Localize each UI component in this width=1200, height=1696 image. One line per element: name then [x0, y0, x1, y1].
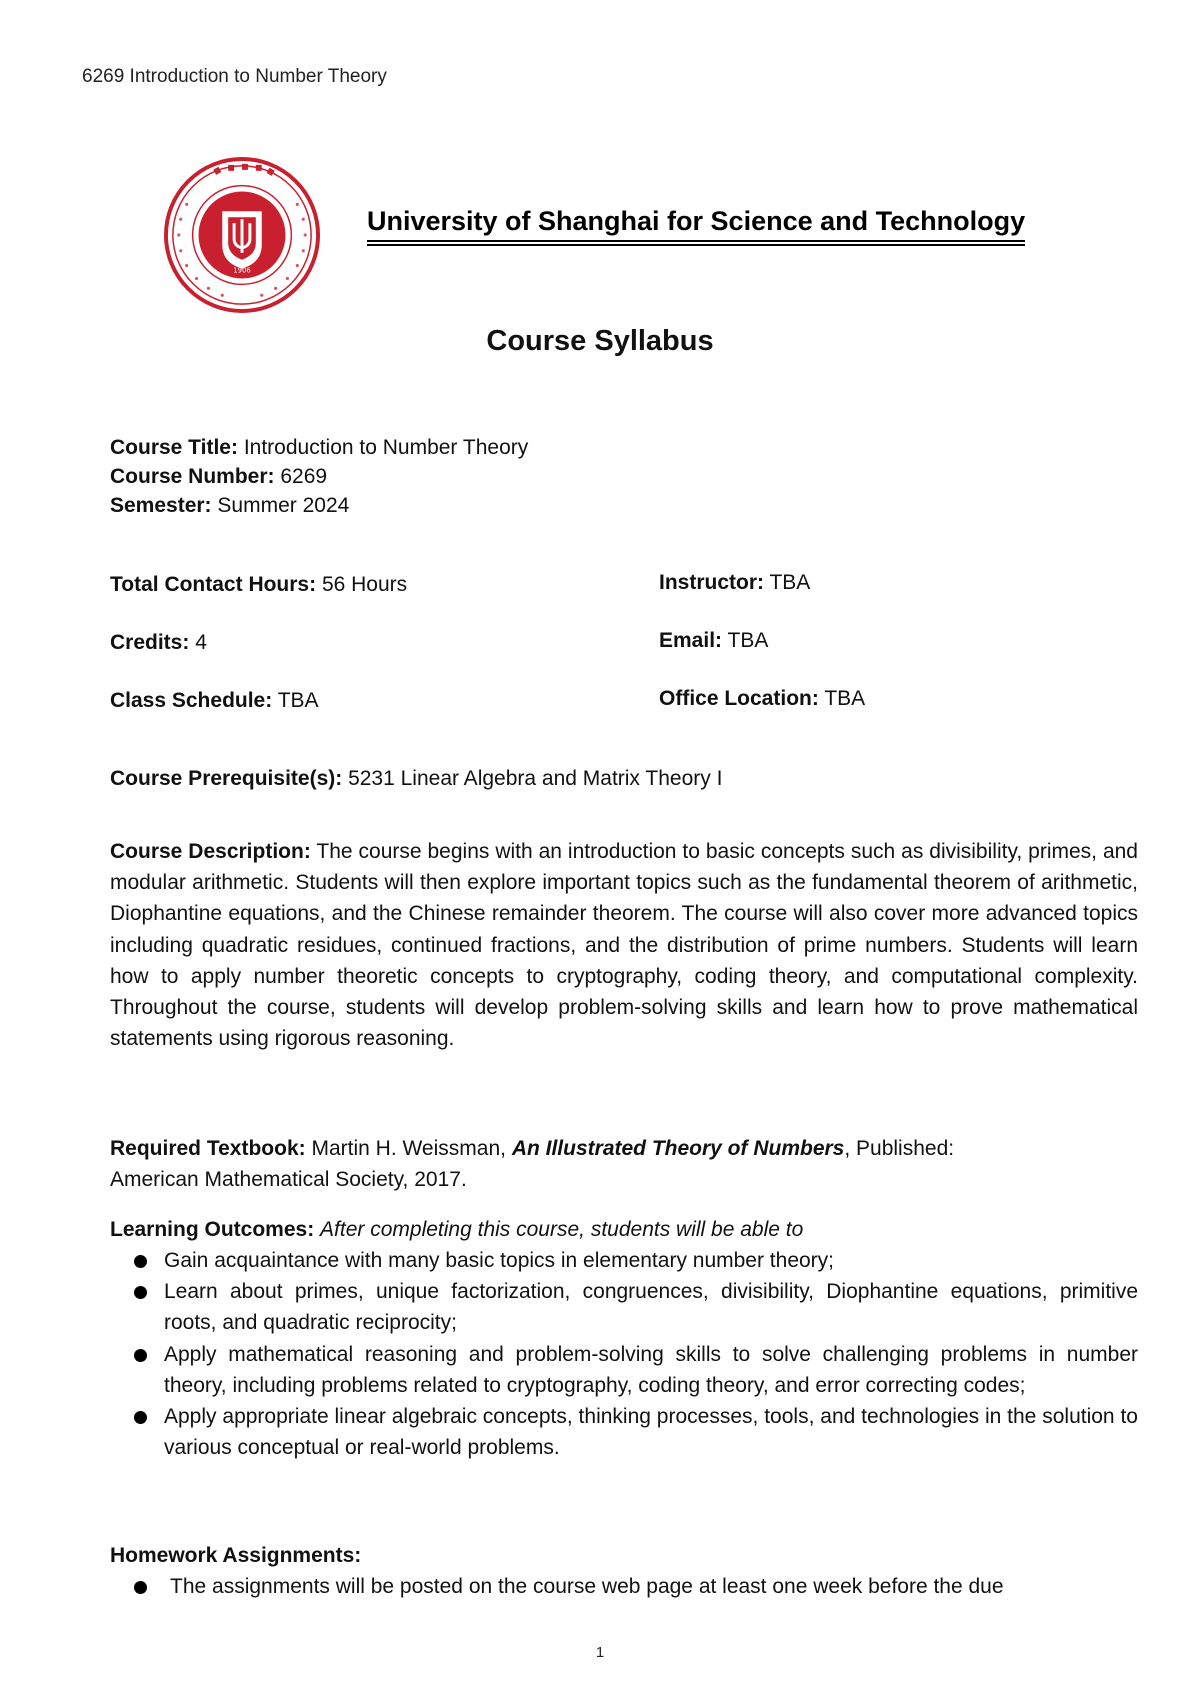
- homework-list: [110, 1571, 1138, 1602]
- list-item: The assignments will be posted on the course web page at least one week before the due: [110, 1571, 1138, 1602]
- contact-hours-field: Total Contact Hours: 56 Hours: [110, 573, 408, 596]
- list-item: Gain acquaintance with many basic topics in elementary number theory;: [110, 1245, 1138, 1276]
- office-location-field: Office Location: TBA: [659, 687, 866, 710]
- email-field: Email: TBA: [659, 629, 769, 652]
- university-name: University of Shanghai for Science and Technology: [367, 206, 1026, 236]
- prerequisite-field: Course Prerequisite(s): 5231 Linear Algebra and Matrix Theory I: [110, 767, 723, 790]
- course-description: Course Description: The course begins with an introduction to basic concepts such as divisibility, primes, and modular arithmetic. Students will then explore important topics such as the fundamental theorem of arithmetic, Diophantine equations, and the Chinese remainder theorem. The course will also cover more advanced topics including quadratic residues, continued fractions, and the distribution of prime numbers. Students will learn how to apply number theoretic concepts to cryptography, coding theory, and computational complexity. Throughout the course, students will develop problem-solving skills and learn how to prove mathematical statements using rigorous reasoning.: [110, 840, 1138, 1051]
- class-schedule-field: Class Schedule: TBA: [110, 689, 319, 712]
- required-textbook: Required Textbook: Martin H. Weissman, An Illustrated Theory of Numbers, Published: American Mathematical Society, 2017.: [110, 1137, 955, 1192]
- running-header: 6269 Introduction to Number Theory: [82, 66, 387, 87]
- list-item: Apply mathematical reasoning and problem-solving skills to solve challenging problems in number theory, including problems related to cryptography, coding theory, and error correcting codes;: [110, 1339, 1138, 1401]
- learning-outcomes-list: [110, 1245, 1138, 1463]
- semester-field: Semester: Summer 2024: [110, 494, 350, 517]
- learning-outcomes-heading: Learning Outcomes: After completing this course, students will be able to: [110, 1218, 804, 1241]
- page-number: 1: [595, 1644, 605, 1661]
- list-item: Apply appropriate linear algebraic concepts, thinking processes, tools, and technologies in the solution to various conceptual or real-world problems.: [110, 1401, 1138, 1463]
- homework-heading: Homework Assignments:: [110, 1544, 362, 1567]
- list-item: Learn about primes, unique factorization, congruences, divisibility, Diophantine equations, primitive roots, and quadratic reciprocity;: [110, 1276, 1138, 1338]
- course-title-field: Course Title: Introduction to Number Theory: [110, 436, 529, 459]
- credits-field: Credits: 4: [110, 631, 207, 654]
- course-number-field: Course Number: 6269: [110, 465, 328, 488]
- svg-text:1906: 1906: [233, 266, 251, 275]
- university-seal-logo: [163, 156, 321, 314]
- document-title: Course Syllabus: [486, 325, 714, 357]
- instructor-field: Instructor: TBA: [659, 571, 811, 594]
